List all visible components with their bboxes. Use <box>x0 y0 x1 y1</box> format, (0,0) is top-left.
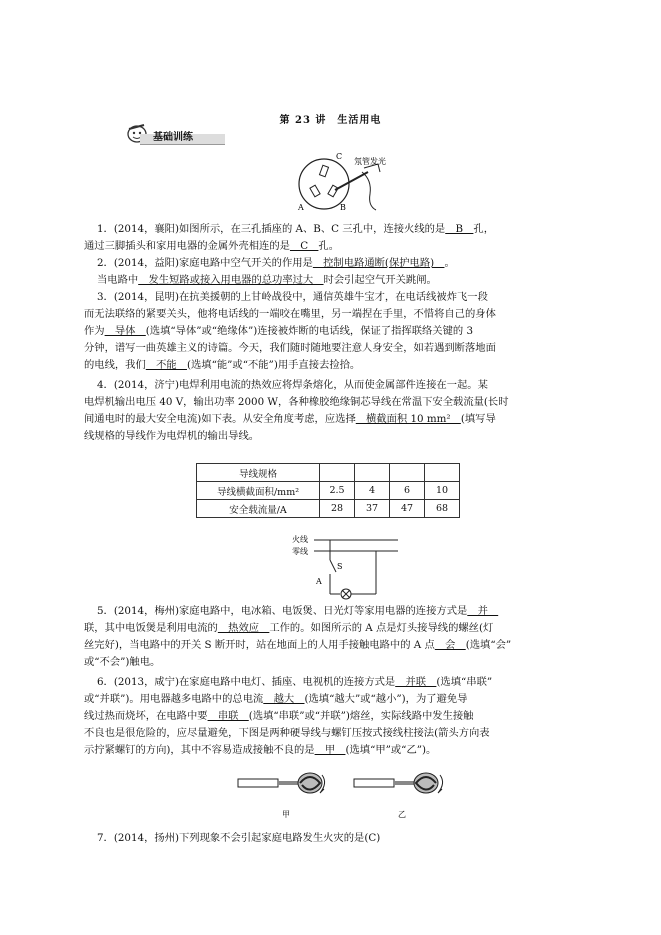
table-cell: 2.5 <box>320 482 355 500</box>
switch-label: S <box>337 562 343 571</box>
q5-line-2b: 工作的。如图所示的 A 点是灯头接导线的螺丝(灯 <box>269 622 494 634</box>
table-cell: 28 <box>320 500 355 518</box>
point-a-label: A <box>316 577 322 586</box>
q5-line-3: 丝完好)，当电路中的开关 S 断开时，站在地面上的人用手接触电路中的 A 点 <box>84 639 435 651</box>
label-yi: 乙 <box>398 810 406 819</box>
q3-line-3a: 作为 <box>84 325 105 337</box>
q6-line-3a: 线过热而烧坏，在电路中要 <box>84 710 208 722</box>
q5-line-2a: 联，其中电饭煲是利用电流的 <box>84 622 218 634</box>
q2-text-b: 。 <box>444 257 455 269</box>
q2-answer-2: 发生短路或接入用电器的总功率过大 <box>138 274 324 286</box>
socket-figure <box>290 150 390 212</box>
q3-line-4: 分钟，谱写一曲英雄主义的诗篇。今天，我们随时随地要注意人身安全，如若遇到断落地面 <box>84 342 496 354</box>
q6-answer-4: 甲 <box>314 744 346 756</box>
q4-line-2: 电焊机输出电压 40 V，输出功率 2000 W，各种橡胶绝缘铜芯导线在常温下安全载流量(长时 <box>84 396 509 408</box>
q3-line-5a: 的电线，我们 <box>84 359 146 371</box>
q3-line-1: 3．(2014，昆明)在抗美援朝的上甘岭战役中，通信英雄牛宝才，在电话线被炸飞一段 <box>97 291 488 303</box>
table-row <box>197 482 460 500</box>
q3-answer-2: 不能 <box>145 359 187 371</box>
q3-answer-1: 导体 <box>104 325 146 337</box>
q2-answer-1: 控制电路通断(保护电路) <box>312 257 445 269</box>
neutral-wire-label: 零线 <box>292 547 308 556</box>
q1-text-2b: 孔。 <box>318 240 340 252</box>
q6-answer-1: 并联 <box>395 676 437 688</box>
q6-answer-3: 串联 <box>207 710 249 722</box>
q6-line-3b: (选填“串联”或“并联”)熔丝，实际线路中发生接触 <box>248 710 474 722</box>
row2-label: 安全载流量/A <box>197 500 320 518</box>
label-neon: 氖管发光 <box>354 157 386 166</box>
wire-spec-table <box>196 463 460 518</box>
q3-line-2: 而无法联络的紧要关头，他将电话线的一端咬在嘴里，另一端捏在手里，不惜将自己的身体 <box>84 308 496 320</box>
table-cell: 47 <box>390 500 425 518</box>
q2-text-2: 当电路中 <box>97 274 139 286</box>
table-cell: 10 <box>425 482 460 500</box>
q5-answer-2: 热效应 <box>217 622 270 634</box>
q6-line-1b: (选填“串联” <box>436 676 493 688</box>
q4-answer-1: 横截面积 10 mm² <box>355 413 461 425</box>
live-wire-label: 火线 <box>292 535 308 544</box>
table-cell: 4 <box>355 482 390 500</box>
wire-connection-figure <box>228 765 468 823</box>
q6-line-2a: 或“并联”)。用电器越多电路中的总电流 <box>84 693 264 705</box>
table-header: 导线规格 <box>197 464 320 482</box>
q1-answer-2: C <box>289 240 319 252</box>
page-title: 第 23 讲 生活用电 <box>279 115 382 126</box>
q5-line-3b: (选填“会” <box>465 639 512 651</box>
table-cell: 37 <box>355 500 390 518</box>
q1-answer-1: B <box>445 223 474 235</box>
q5-answer-3: 会 <box>434 639 466 651</box>
question-6 <box>84 674 584 759</box>
q1-text-2: 通过三脚插头和家用电器的金属外壳相连的是 <box>84 240 290 252</box>
table-row <box>197 464 460 482</box>
question-5 <box>84 603 584 671</box>
q5-line-1a: 5．(2014，梅州)家庭电路中，电冰箱、电饭煲、日光灯等家用电器的连接方式是 <box>97 605 468 617</box>
table-cell: 68 <box>425 500 460 518</box>
section-label: 基础训练 <box>153 132 193 143</box>
q4-line-3a: 间通电时的最大安全电流)如下表。从安全角度考虑，应选择 <box>84 413 356 425</box>
q6-line-5b: (选填“甲”或“乙”)。 <box>345 744 437 756</box>
q3-line-5b: (选填“能”或“不能”)用手直接去捡拾。 <box>186 359 361 371</box>
label-b: B <box>340 203 346 212</box>
q6-line-5a: 示拧紧螺钉的方向)，其中不容易造成接触不良的是 <box>84 744 315 756</box>
q5-answer-1: 并 <box>467 605 499 617</box>
q1-text: 1．(2014，襄阳)如图所示，在三孔插座的 A、B、C 三孔中，连接火线的是 <box>97 223 446 235</box>
q6-answer-2: 越大 <box>263 693 305 705</box>
table-cell: 6 <box>390 482 425 500</box>
label-jia: 甲 <box>282 810 290 819</box>
table-row <box>197 500 460 518</box>
circuit-figure <box>290 532 400 600</box>
question-2 <box>84 255 584 289</box>
q6-line-2b: (选填“越大”或“越小”)，为了避免导 <box>304 693 468 705</box>
q3-line-3b: (选填“导体”或“绝缘体”)连接被炸断的电话线，保证了指挥联络关键的 3 <box>145 325 474 337</box>
question-1 <box>84 221 584 255</box>
q6-line-4: 不良也是很危险的，应尽量避免，下图是两种硬导线与螺钉压按式接线柱接法(箭头方向表 <box>84 727 490 739</box>
q4-line-3b: (填写导 <box>460 413 496 425</box>
q2-text: 2．(2014，益阳)家庭电路中空气开关的作用是 <box>97 257 313 269</box>
q2-text-2b: 时会引起空气开关跳闸。 <box>323 274 437 286</box>
row1-label: 导线横截面积/mm² <box>197 482 320 500</box>
label-c: C <box>336 152 343 161</box>
q1-text-b: 孔， <box>473 223 494 235</box>
q4-line-4: 线规格的导线作为电焊机的输出导线。 <box>84 430 260 442</box>
question-4 <box>84 377 584 445</box>
q6-line-1a: 6．(2013，咸宁)在家庭电路中电灯、插座、电视机的连接方式是 <box>97 676 396 688</box>
question-3 <box>84 289 584 374</box>
label-a: A <box>298 203 304 212</box>
q4-line-1: 4．(2014，济宁)电焊利用电流的热效应将焊条熔化，从而使金属部件连接在一起。某 <box>97 379 488 391</box>
q5-line-4: 或“不会”)触电。 <box>84 656 161 668</box>
q7-text: 7．(2014，扬州)下列现象不会引起家庭电路发生火灾的是(C) <box>97 832 381 844</box>
question-7 <box>84 830 584 847</box>
